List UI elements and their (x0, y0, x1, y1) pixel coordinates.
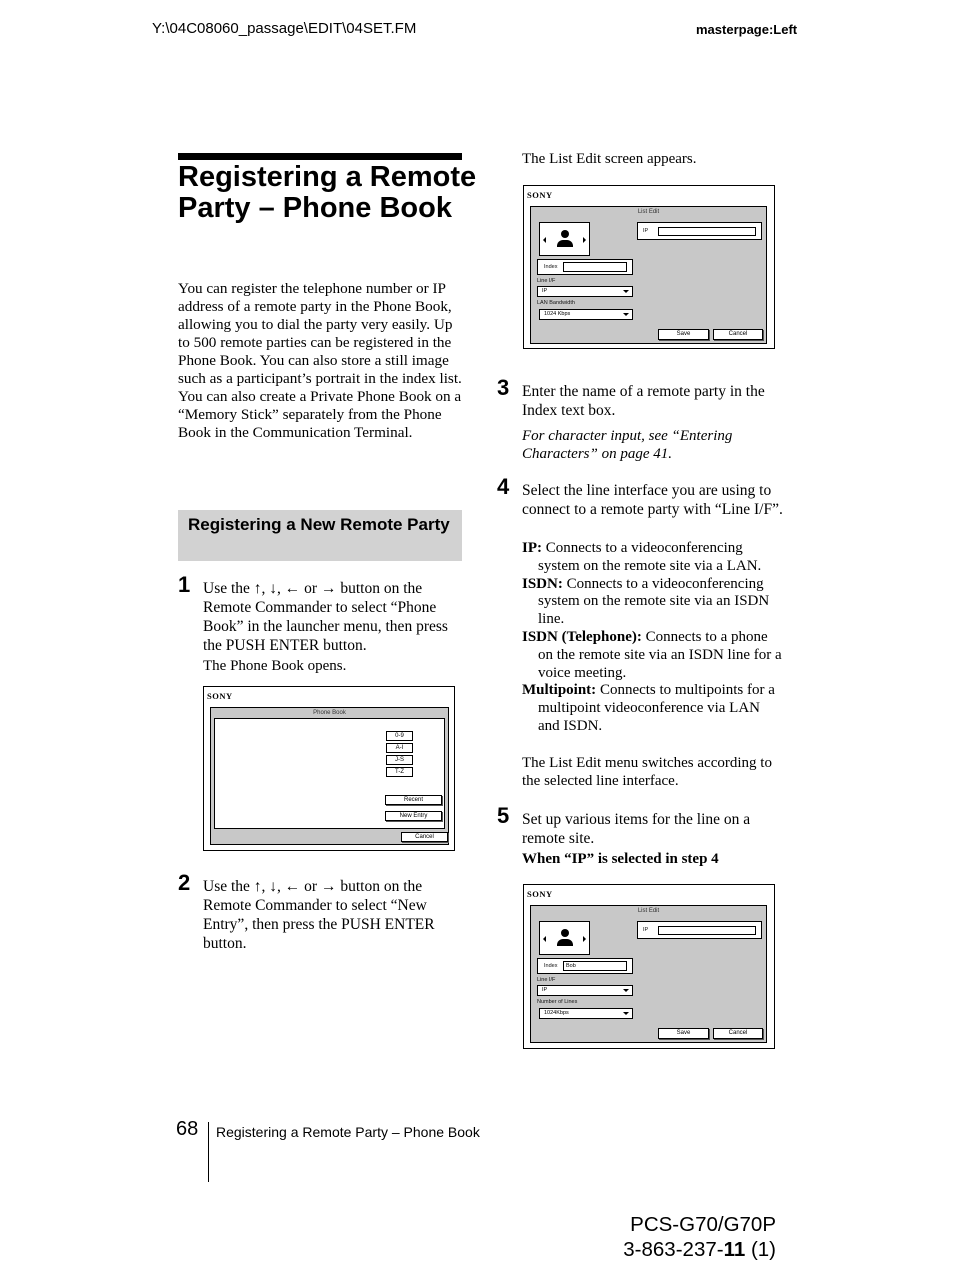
title-rule (178, 153, 462, 160)
definition-term: ISDN: (522, 575, 563, 592)
number-of-lines-dropdown[interactable] (539, 1008, 633, 1019)
save-button[interactable]: Save (658, 1028, 709, 1039)
chevron-down-icon (623, 313, 629, 316)
step-number-5: 5 (497, 803, 510, 828)
index-button-t-z[interactable]: T-Z (386, 767, 413, 777)
chevron-down-icon (623, 989, 629, 992)
step-after-4: The List Edit menu switches according to the selected line interface. (522, 755, 772, 789)
number-of-lines-label: Number of Lines (537, 999, 578, 1005)
sony-logo: SONY (527, 889, 553, 899)
model-number: PCS-G70/G70P (630, 1213, 776, 1236)
step-number-1: 1 (178, 572, 191, 597)
list-edit-window-title: List Edit (637, 209, 660, 215)
new-entry-button[interactable]: New Entry (385, 811, 442, 821)
line-if-label: Line I/F (537, 278, 556, 284)
phonebook-screenshot (203, 686, 455, 851)
lan-bandwidth-label: LAN Bandwidth (537, 300, 575, 306)
definition-desc: Connects to a phone on the remote site via an ISDN line for a voice meeting. (538, 628, 782, 681)
definition-desc: Connects to multipoints for a multipoint videoconference via LAN and ISDN. (538, 682, 775, 734)
page-title: Registering a Remote Party – Phone Book (178, 161, 477, 224)
document-number (612, 1237, 776, 1262)
definition-desc: Connects to a videoconferencing system on the remote site via a LAN. (538, 540, 762, 574)
recent-button[interactable]: Recent (385, 795, 442, 805)
sony-logo: SONY (207, 691, 233, 701)
index-panel (537, 958, 633, 974)
lan-bandwidth-dropdown[interactable] (539, 309, 633, 320)
definition-isdn (522, 576, 784, 629)
phonebook-window (210, 707, 449, 845)
index-input[interactable]: Bob (563, 961, 627, 971)
ip-panel (637, 222, 762, 240)
cancel-button[interactable]: Cancel (713, 329, 763, 340)
definition-isdn-telephone (522, 629, 784, 682)
ip-address-input[interactable] (658, 227, 756, 236)
index-input[interactable] (563, 262, 627, 272)
definition-ip (522, 540, 784, 576)
phonebook-window-title: Phone Book (313, 710, 346, 716)
line-if-dropdown[interactable] (537, 286, 633, 297)
step-result-1: The Phone Book opens. (203, 658, 347, 674)
intro-text-2: You can also create a Private Phone Book on a “Memory Stick” separately from the Phone Book in the Communication Terminal. (178, 388, 462, 441)
person-head-icon (561, 230, 569, 238)
list-edit-window (530, 905, 767, 1043)
lan-bandwidth-value: 1024 Kbps (544, 311, 571, 317)
ip-label: IP (643, 927, 649, 933)
ip-panel (637, 921, 762, 939)
next-image-icon (583, 936, 586, 942)
definition-multipoint (522, 682, 784, 735)
section-heading: Registering a New Remote Party (178, 510, 462, 561)
list-edit-intro: The List Edit screen appears. (522, 151, 697, 167)
definition-term: Multipoint: (522, 682, 597, 699)
line-if-value: IP (542, 987, 548, 993)
line-interface-definitions (522, 540, 784, 736)
cancel-button[interactable]: Cancel (713, 1028, 763, 1039)
step-note-3: For character input, see “Entering Characters” on page 41. (522, 428, 733, 462)
footer-section-title: Registering a Remote Party – Phone Book (216, 1124, 480, 1140)
step-text-2: Use the ↑, ↓, ← or → button on the Remote Commander to select “New Entry”, then press the PUSH ENTER button. (203, 878, 435, 952)
portrait-image[interactable] (539, 222, 590, 256)
list-edit-screenshot-1 (523, 185, 775, 349)
person-body-icon (557, 939, 573, 946)
ip-label: IP (643, 228, 649, 234)
index-label: Index (544, 264, 558, 270)
line-if-dropdown[interactable] (537, 985, 633, 996)
chevron-down-icon (623, 290, 629, 293)
page-number: 68 (176, 1118, 199, 1140)
index-label: Index (544, 963, 558, 969)
prev-image-icon (543, 936, 546, 942)
footer-rule (208, 1122, 209, 1182)
document-number-suffix: (1) (745, 1238, 776, 1261)
document-number-main: 3-863-237- (623, 1238, 724, 1261)
line-if-value: IP (542, 288, 548, 294)
person-body-icon (557, 240, 573, 247)
prev-image-icon (543, 237, 546, 243)
cancel-button[interactable]: Cancel (401, 832, 448, 842)
header-masterpage: masterpage:Left (696, 22, 798, 37)
step-text-5: Set up various items for the line on a remote site. (522, 811, 751, 847)
list-edit-window (530, 206, 767, 344)
step-text-4: Select the line interface you are using to connect to a remote party with “Line I/F”. (522, 482, 783, 518)
person-head-icon (561, 929, 569, 937)
save-button[interactable]: Save (658, 329, 709, 340)
phonebook-list-pane (214, 718, 445, 829)
index-button-0-9[interactable]: 0-9 (386, 731, 413, 741)
number-of-lines-value: 1024Kbps (544, 1010, 569, 1016)
index-button-a-i[interactable]: A-I (386, 743, 413, 753)
sony-logo: SONY (527, 190, 553, 200)
step-number-2: 2 (178, 870, 191, 895)
ip-address-input[interactable] (658, 926, 756, 935)
definition-term: ISDN (Telephone): (522, 628, 642, 645)
chevron-down-icon (623, 1012, 629, 1015)
header-file-path: Y:\04C08060_passage\EDIT\04SET.FM (152, 20, 417, 37)
portrait-image[interactable] (539, 921, 590, 955)
next-image-icon (583, 237, 586, 243)
step-number-4: 4 (497, 474, 510, 499)
document-number-bold: 11 (723, 1238, 746, 1261)
line-if-label: Line I/F (537, 977, 556, 983)
intro-text-1: You can register the telephone number or IP address of a remote party in the Phone Book, allowing you to dial the party very easily. Up to 500 remote parties can be registered in the Phone Book. You can also store a still image such as a participant’s portrait in the index list. (178, 280, 462, 387)
list-edit-window-title: List Edit (637, 908, 660, 914)
index-button-j-s[interactable]: J-S (386, 755, 413, 765)
intro-paragraph (178, 280, 464, 442)
step-text-3: Enter the name of a remote party in the Index text box. (522, 383, 765, 419)
definition-term: IP: (522, 540, 542, 556)
step-condition-5: When “IP” is selected in step 4 (522, 851, 719, 867)
definition-desc: Connects to a videoconferencing system on the remote site via an ISDN line. (538, 575, 770, 628)
index-panel (537, 259, 633, 275)
step-number-3: 3 (497, 375, 510, 400)
list-edit-screenshot-2 (523, 884, 775, 1049)
step-text-1: Use the ↑, ↓, ← or → button on the Remote Commander to select “Phone Book” in the launcher menu, then press the PUSH ENTER button. (203, 580, 448, 654)
